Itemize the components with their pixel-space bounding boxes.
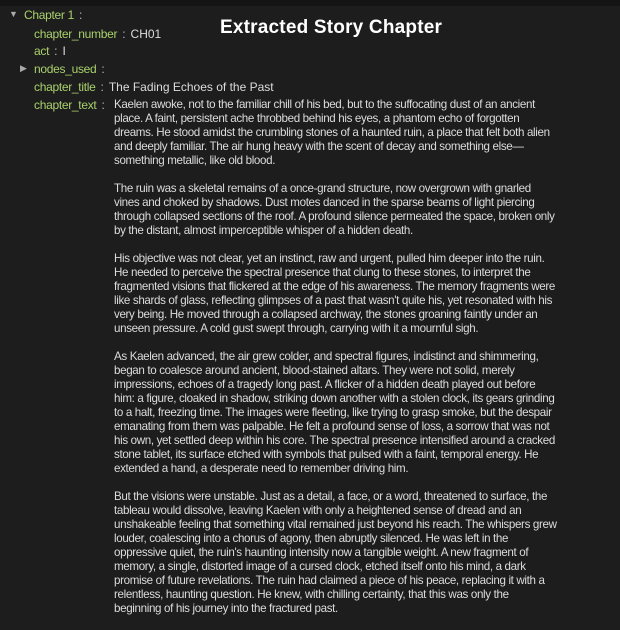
text-line: His objective was not clear, yet an instinct, raw and urgent, pulled him deeper into the ruin. <box>114 252 545 265</box>
text-line: vines and choked by shadows. Dust motes danced in the sparse beams of light piercing <box>114 196 535 209</box>
text-line: stone tablet, its surface etched with symbols that pulsed with a faint, temporal energy. He <box>114 448 539 461</box>
field-chapter-number: chapter_number : CH01 <box>34 27 162 41</box>
field-label: nodes_used <box>34 62 97 76</box>
text-line: promise of future revelations. The ruin had claimed a piece of his peace, replacing it with a <box>114 574 545 587</box>
text-line: tableau would dissolve, leaving Kaelen with only a heightened sense of dread and an <box>114 504 522 517</box>
text-line: fragmented visions that flickered at the edge of his awareness. The memory fragments were <box>114 280 555 293</box>
field-label: act <box>34 44 50 58</box>
text-line: relentless, haunting question. He knew, with chilling certainty, that this was only the <box>114 588 509 601</box>
top-bar <box>0 0 620 6</box>
text-line: began to coalesce around ancient, blood-stained altars. They were not solid, merely <box>114 364 515 377</box>
text-line: But the visions were unstable. Just as a detail, a face, or a word, threatened to surface, the <box>114 490 548 503</box>
field-chapter-text-label: chapter_text : <box>34 98 105 112</box>
field-value: I <box>62 44 66 58</box>
field-act: act : I <box>34 44 66 58</box>
field-label: chapter_text <box>34 98 97 112</box>
paragraph <box>114 350 557 476</box>
text-line: unseen pressure. A cold gust swept through, carrying with it a mournful sigh. <box>114 322 479 335</box>
text-line: The ruin was a skeletal remains of a once-grand structure, now overgrown with gnarled <box>114 182 531 195</box>
chapter-text-value <box>114 98 557 630</box>
field-chapter-title: chapter_title : The Fading Echoes of the Past <box>34 80 274 94</box>
paragraph <box>114 182 557 238</box>
tree-node-nodes-used[interactable]: nodes_used : <box>34 62 105 76</box>
text-line: like shards of glass, reflecting glimpses of a past that wasn't quite his, yet resonated with his <box>114 294 553 307</box>
paragraph <box>114 98 557 168</box>
text-line: He needed to perceive the spectral presence that clung to these stones, to interpret the <box>114 266 531 279</box>
page-title: Extracted Story Chapter <box>220 17 443 38</box>
text-line: beginning of his journey into the fractured past. <box>114 602 338 615</box>
text-line: Kaelen awoke, not to the familiar chill of his bed, but to the suffocating dust of an ancient <box>114 98 535 111</box>
caret-right-icon[interactable]: ▶ <box>20 63 27 73</box>
text-line: place. A faint, persistent ache throbbed behind his eyes, a phantom echo of forgotten <box>114 112 520 125</box>
text-line: very being. He moved through a collapsed archway, the stones groaning faintly under an <box>114 308 538 321</box>
text-line: through collapsed sections of the roof. A profound silence permeated the space, broken only <box>114 210 555 223</box>
paragraph <box>114 252 557 336</box>
paragraph <box>114 490 557 616</box>
text-line: by the distant, almost imperceptible whisper of a hidden death. <box>114 224 413 237</box>
field-label: chapter_number <box>34 27 118 41</box>
text-line: memory, a single, distorted image of a cursed clock, etched itself onto his mind, a dark <box>114 560 526 573</box>
text-line: extended a hand, a desperate need to remember driving him. <box>114 462 409 475</box>
text-line: emanating from them was palpable. He felt a profound sense of loss, a sorrow that was not <box>114 420 550 433</box>
text-line: louder, coalescing into a chorus of agony, then abruptly silenced. He was left in the <box>114 532 509 545</box>
text-line: unshakeable feeling that something vital remained just beyond his reach. The whispers grew <box>114 518 557 531</box>
field-value: The Fading Echoes of the Past <box>108 80 274 94</box>
node-label: Chapter 1 <box>24 8 74 22</box>
text-line: impressions, echoes of a tragedy long past. A flicker of a hidden death played out before <box>114 378 536 391</box>
text-line: to a halt, freezing time. The images were fleeting, like trying to grasp smoke, but the despair <box>114 406 552 419</box>
caret-down-icon[interactable]: ▼ <box>9 9 18 19</box>
text-line: him: a figure, cloaked in shadow, striking down another with a stolen clock, its gears grinding <box>114 392 555 405</box>
text-line: his own, yet settled deep within his core. The spectral presence intensified around a cracked <box>114 434 555 447</box>
tree-node-chapter-1[interactable]: Chapter 1 : <box>24 8 83 22</box>
text-line: dreams. He stood amidst the crumbling stones of a haunted ruin, a place that felt both alien <box>114 126 550 139</box>
field-value: CH01 <box>130 27 162 41</box>
field-label: chapter_title <box>34 80 96 94</box>
text-line: As Kaelen advanced, the air grew colder, and spectral figures, indistinct and shimmering, <box>114 350 539 363</box>
text-line: oppressive quiet, the ruin's haunting intensity now a tangible weight. A new fragment of <box>114 546 529 559</box>
text-line: and deeply familiar. The air hung heavy with the scent of decay and something else— <box>114 140 524 153</box>
text-line: something metallic, like old blood. <box>114 154 276 167</box>
